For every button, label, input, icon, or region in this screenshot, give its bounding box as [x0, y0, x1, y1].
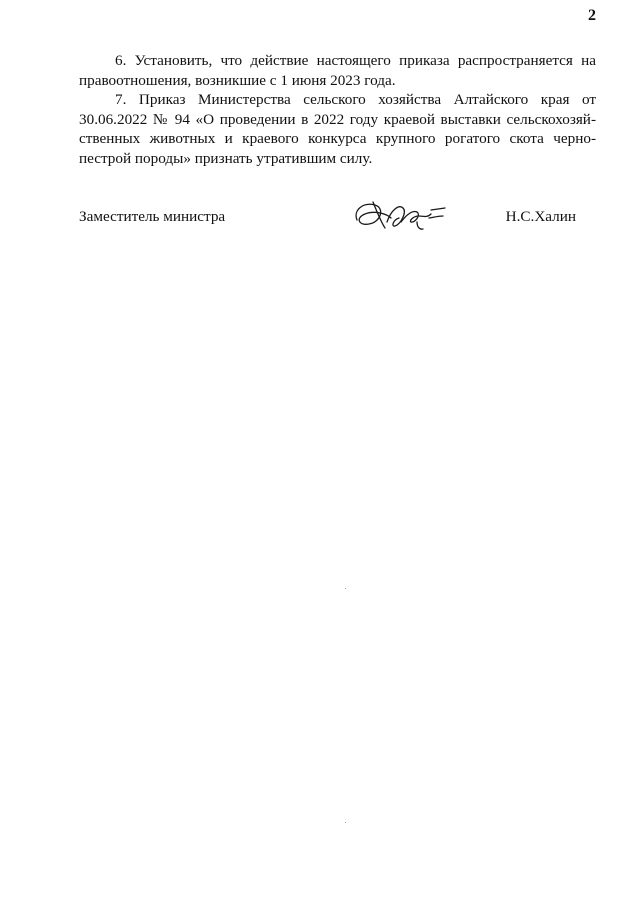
handwritten-signature	[351, 196, 451, 234]
page-number: 2	[588, 7, 596, 24]
signature-block	[79, 200, 596, 240]
scan-speck	[345, 822, 346, 823]
paragraph-6: 6. Установить, что действие настоящего приказа распространяется на правоотношения, возникшие с 1 июня 2023 года.	[79, 52, 596, 89]
signatory-name: Н.С.Халин	[505, 208, 576, 225]
paragraph-7: 7. Приказ Министерства сельского хозяйства Алтайского края от 30.06.2022 № 94 «О проведении в 2022 году краевой выставки сельскохозяйственных животных и краевого конкурса крупного рогатого скота чернопестрой породы» признать утратившим силу.	[79, 91, 596, 167]
signatory-title: Заместитель министра	[79, 208, 226, 225]
document-body	[79, 51, 596, 168]
scan-speck	[345, 588, 346, 589]
